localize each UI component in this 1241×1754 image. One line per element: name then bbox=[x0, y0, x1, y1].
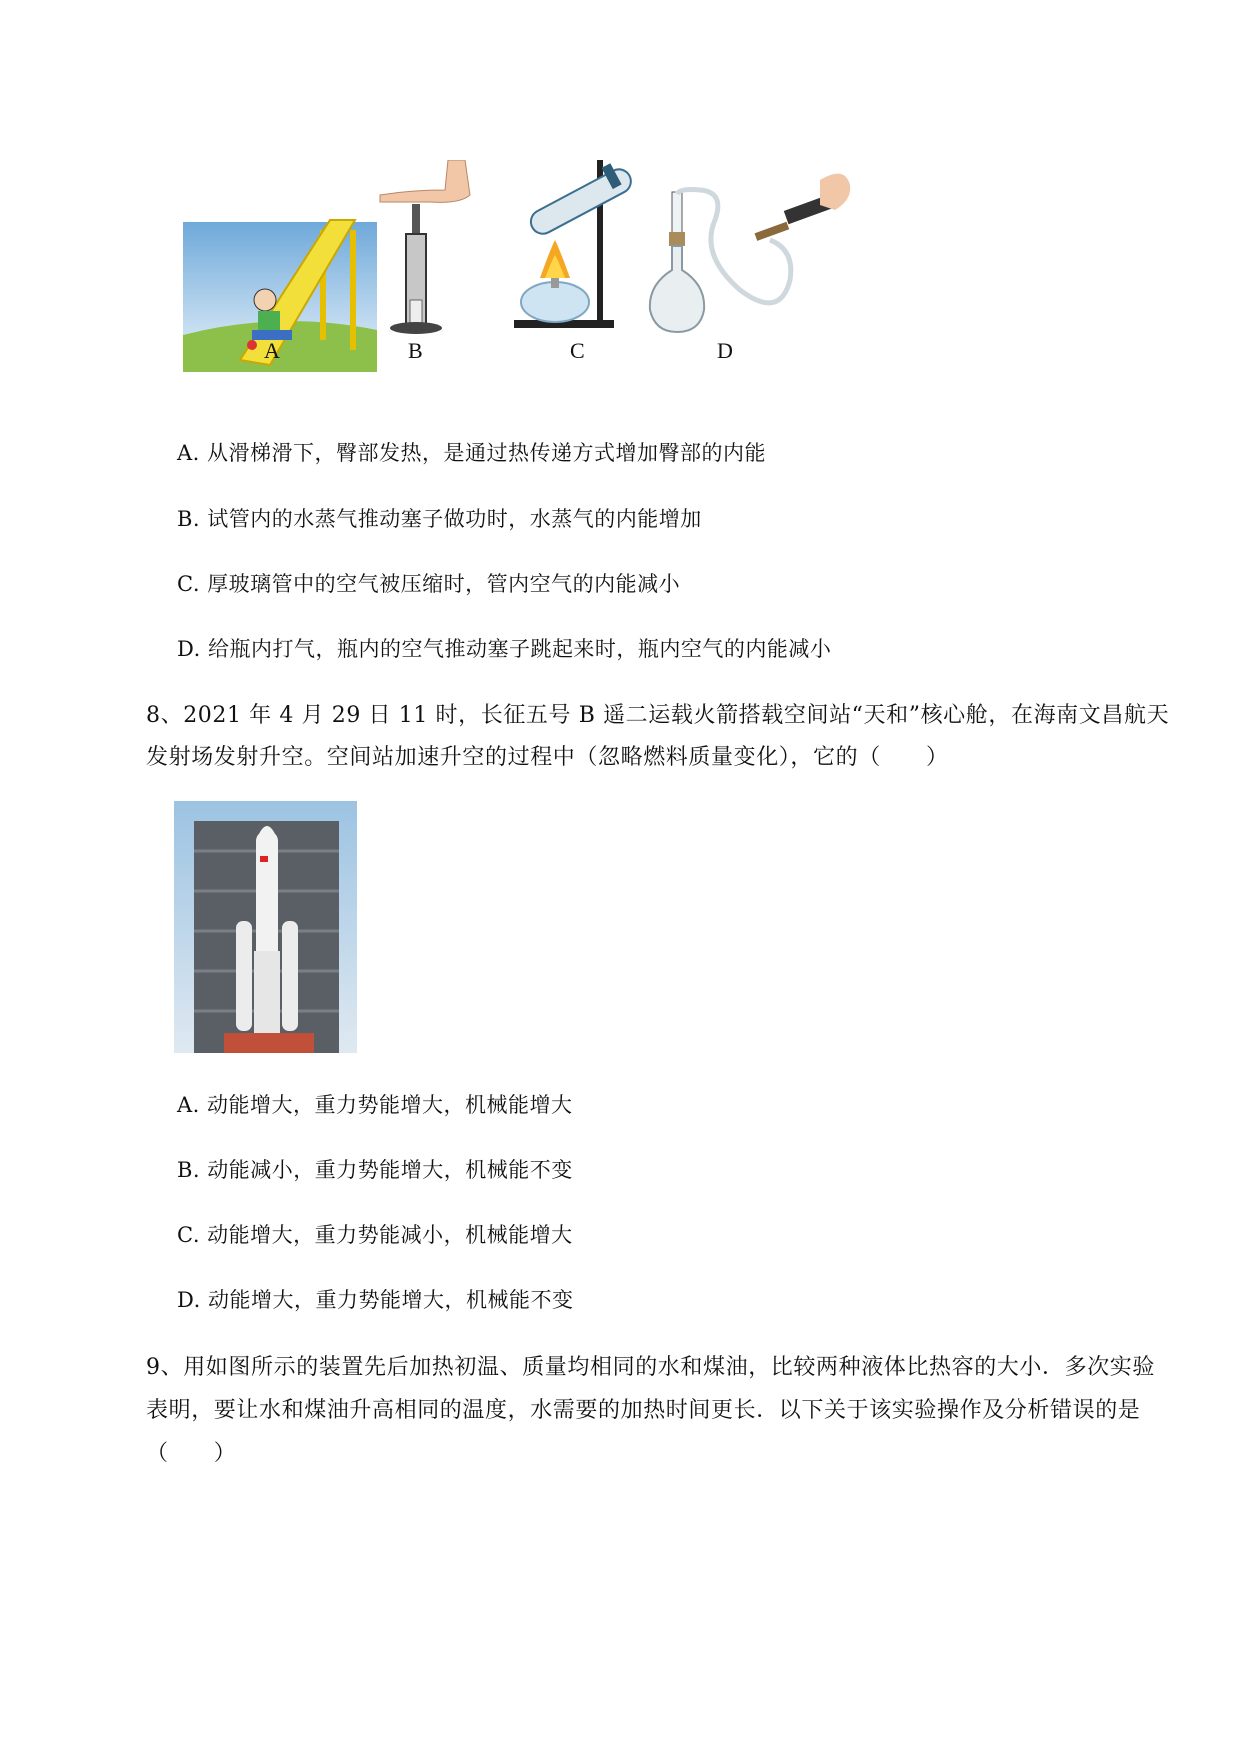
q8-option-d: D. 动能增大，重力势能增大，机械能不变 bbox=[177, 1288, 574, 1312]
flask-pump-illustration bbox=[650, 174, 850, 332]
figure-label-a: A bbox=[264, 338, 280, 363]
q7-option-d: D. 给瓶内打气，瓶内的空气推动塞子跳起来时，瓶内空气的内能减小 bbox=[177, 637, 832, 661]
q7-figure-illustrations bbox=[180, 160, 940, 410]
rocket-photo-illustration bbox=[174, 801, 357, 1053]
q8-option-c: C. 动能增大，重力势能减小，机械能增大 bbox=[177, 1223, 573, 1247]
q7-option-b: B. 试管内的水蒸气推动塞子做功时，水蒸气的内能增加 bbox=[177, 507, 702, 531]
q7-option-c: C. 厚玻璃管中的空气被压缩时，管内空气的内能减小 bbox=[177, 572, 681, 596]
figure-label-b: B bbox=[408, 338, 423, 363]
test-tube-stand-illustration bbox=[514, 160, 635, 328]
q9-stem-line-2: 表明，要让水和煤油升高相同的温度，水需要的加热时间更长．以下关于该实验操作及分析错误的是 bbox=[146, 1398, 1141, 1423]
q9-stem-line-3: （ ） bbox=[146, 1441, 237, 1466]
compression-tube-illustration bbox=[380, 160, 470, 334]
figure-label-d: D bbox=[717, 338, 733, 363]
q8-stem-line-2: 发射场发射升空。空间站加速升空的过程中（忽略燃料质量变化），它的（ ） bbox=[146, 745, 949, 770]
figure-label-c: C bbox=[570, 338, 585, 363]
q8-option-b: B. 动能减小，重力势能增大，机械能不变 bbox=[177, 1158, 573, 1182]
q8-option-a: A. 动能增大，重力势能增大，机械能增大 bbox=[177, 1093, 573, 1117]
q7-figure bbox=[180, 160, 940, 410]
slide-illustration bbox=[183, 220, 377, 372]
q9-stem-line-1: 9、用如图所示的装置先后加热初温、质量均相同的水和煤油，比较两种液体比热容的大小．多次实验 bbox=[146, 1355, 1155, 1380]
rocket-photo bbox=[174, 801, 357, 1053]
q7-option-a: A. 从滑梯滑下，臀部发热，是通过热传递方式增加臀部的内能 bbox=[177, 441, 767, 465]
q8-stem-line-1: 8、2021 年 4 月 29 日 11 时，长征五号 B 遥二运载火箭搭载空间站“天和”核心舱，在海南文昌航天 bbox=[146, 703, 1170, 728]
